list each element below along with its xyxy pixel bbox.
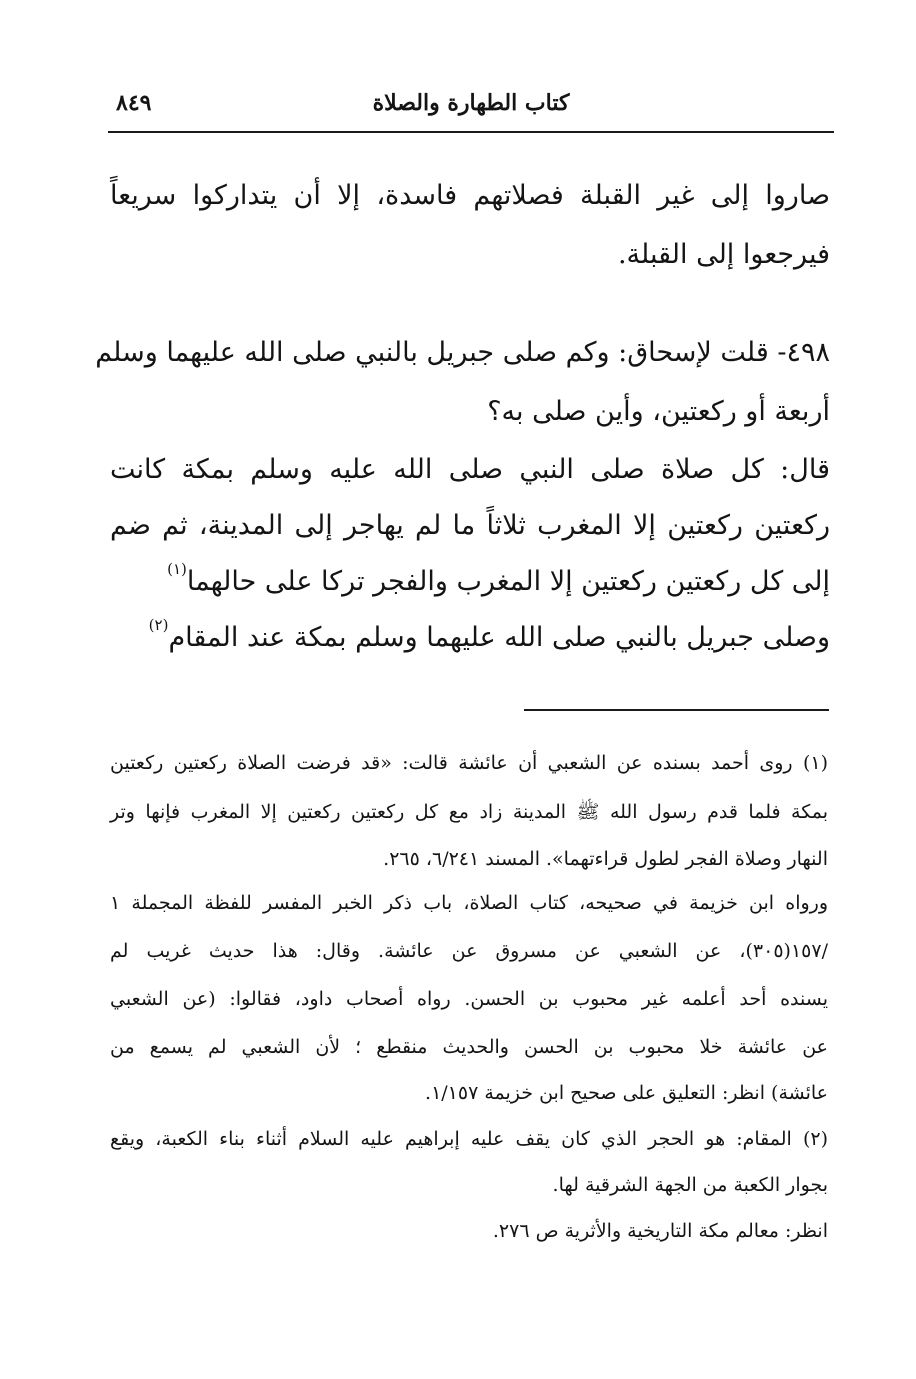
footnote-line: عن عائشة خلا محبوب بن الحسن والحديث منقطع ؛ لأن الشعبي لم يسمع من — [110, 1036, 828, 1058]
footnote-number: (٢) — [802, 1128, 828, 1150]
main-line: صاروا إلى غير القبلة فصلاتهم فاسدة، إلا أن يتداركوا سريعاً — [110, 180, 830, 211]
running-title: كتاب الطهارة والصلاة — [372, 90, 570, 116]
footnote-line: عائشة) انظر: التعليق على صحيح ابن خزيمة ١/١٥٧. — [425, 1082, 828, 1104]
footnote-number: (١) — [802, 752, 828, 774]
footnote-text: المقام: هو الحجر الذي كان يقف عليه إبراهيم عليه السلام أثناء بناء الكعبة، ويقع — [110, 1128, 792, 1150]
footnote-line: ورواه ابن خزيمة في صحيحه، كتاب الصلاة، باب ذكر الخبر المفسر للفظة المجملة ١ — [110, 892, 828, 914]
main-line: فيرجعوا إلى القبلة. — [617, 239, 830, 270]
footnote-rule — [524, 709, 829, 711]
main-line-with-footnote — [148, 616, 830, 653]
page-header — [110, 88, 832, 128]
main-line: ركعتين ركعتين إلا المغرب ثلاثاً ما لم يهاجر إلى المدينة، ثم ضم — [110, 510, 830, 541]
main-line: أربعة أو ركعتين، وأين صلى به؟ — [487, 396, 830, 427]
footnote-line: النهار وصلاة الفجر لطول قراءتهما». المسند ٦/٢٤١، ٢٦٥. — [383, 848, 828, 870]
page-number: ٨٤٩ — [116, 90, 152, 116]
footnote-line: انظر: معالم مكة التاريخية والأثرية ص ٢٧٦. — [492, 1220, 828, 1242]
footnote-line: /١٥٧(٣٠٥)، عن الشعبي عن مسروق عن عائشة. وقال: هذا حديث غريب لم — [110, 940, 828, 962]
footnote-line — [110, 1128, 828, 1150]
footnote-line: بمكة فلما قدم رسول الله ﷺ المدينة زاد مع كل ركعتين ركعتين إلا المغرب فإنها وتر — [110, 801, 828, 823]
main-line-with-footnote — [167, 560, 830, 597]
main-line: ٤٩٨- قلت لإسحاق: وكم صلى جبريل بالنبي صلى الله عليهما وسلم — [95, 337, 830, 368]
footnote-line: يسنده أحد أعلمه غير محبوب بن الحسن. رواه أصحاب داود، فقالوا: (عن الشعبي — [110, 988, 828, 1010]
footnote-text: روى أحمد بسنده عن الشعبي أن عائشة قالت: «قد فرضت الصلاة ركعتين ركعتين — [110, 752, 793, 774]
main-line: قال: كل صلاة صلى النبي صلى الله عليه وسلم بمكة كانت — [110, 454, 830, 485]
main-line-text: إلى كل ركعتين ركعتين إلا المغرب والفجر تركا على حالهما — [186, 566, 830, 597]
header-rule — [108, 131, 834, 133]
main-line-text: وصلى جبريل بالنبي صلى الله عليهما وسلم بمكة عند المقام — [168, 622, 830, 653]
footnote-line — [110, 752, 828, 774]
footnote-marker[interactable]: (٢) — [148, 616, 169, 634]
footnote-line: بجوار الكعبة من الجهة الشرقية لها. — [552, 1174, 828, 1196]
footnote-marker[interactable]: (١) — [167, 560, 187, 578]
